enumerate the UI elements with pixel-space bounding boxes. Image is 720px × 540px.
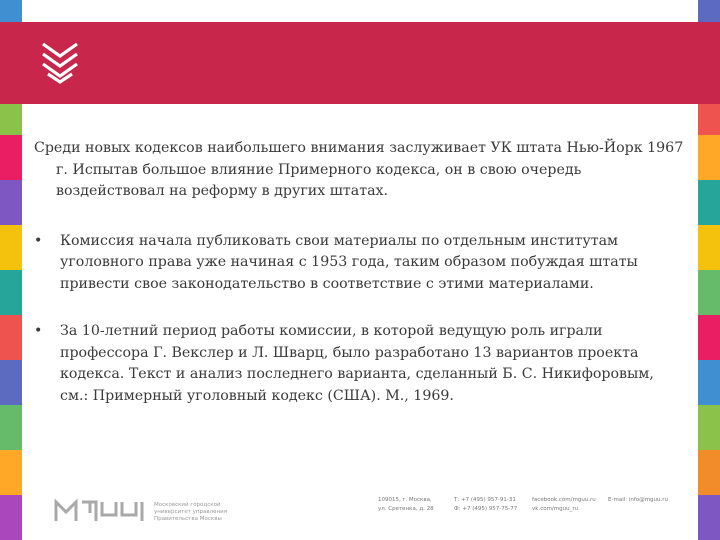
decor-stripe-segment: [0, 270, 22, 315]
bullet-symbol: •: [34, 232, 43, 249]
bullet-item: [34, 231, 684, 296]
chevron-down-icon: [40, 40, 80, 86]
decor-stripe-segment: [0, 360, 22, 405]
footer-phones: Т: +7 (495) 957-91-31 Ф: +7 (495) 957-75-77: [454, 497, 518, 512]
decor-stripe-segment: [0, 405, 22, 450]
decor-stripe-segment: [698, 405, 720, 450]
facebook-link[interactable]: facebook.com/mguu.ru: [532, 497, 596, 503]
bullet-text: Комиссия начала публиковать свои материалы по отдельным институтам уголовного права уже начиная с 1953 года, таким образом побуждая штаты привести свое законодательство в соответствие с этими материалами.: [60, 232, 638, 292]
footer-email: [608, 496, 668, 505]
bullet-symbol: •: [34, 323, 43, 339]
bullet-text: За 10-летний период работы комиссии, в которой ведущую роль играли профессора Г. Векслер и Л. Шварц, было разработано 13 вариантов проекта кодекса. Текст и анализ последнего варианта, сделанный Б. С. Никифоровым, см.: Примерный уголовный кодекс (США). М., 1969.: [60, 323, 654, 404]
decor-stripe-segment: [0, 135, 22, 180]
decor-stripe-segment: [0, 450, 22, 495]
slide-body: [34, 138, 684, 433]
decor-stripe-segment: [698, 180, 720, 225]
decor-stripe-segment: [698, 315, 720, 360]
decor-stripe-segment: [698, 225, 720, 270]
decor-stripe-segment: [0, 225, 22, 270]
bullet-item: [34, 321, 684, 407]
vk-link[interactable]: vk.com/mguu_ru: [532, 506, 579, 512]
email-link[interactable]: E-mail: info@mguu.ru: [608, 497, 668, 503]
header-band: [0, 22, 720, 104]
decor-stripe-segment: [0, 495, 22, 540]
decor-stripe-segment: [698, 360, 720, 405]
footer-address: 109015, г. Москва, ул. Сретенка, д. 28: [378, 497, 434, 512]
mguu-logo: [54, 499, 146, 523]
decor-stripe-segment: [0, 315, 22, 360]
decor-stripe-segment: [698, 495, 720, 540]
decor-stripe-segment: [0, 180, 22, 225]
university-name: Московский городской университет управления Правительства Москвы: [154, 502, 228, 522]
intro-paragraph: Среди новых кодексов наибольшего внимания заслуживает УК штата Нью-Йорк 1967 г. Испытав большое влияние Примерного кодекса, он в свою очередь воздействовал на реформу в других штатах.: [34, 140, 684, 199]
decor-stripe-segment: [698, 135, 720, 180]
footer-social: [532, 496, 596, 514]
decor-stripe-segment: [698, 270, 720, 315]
decor-stripe-segment: [698, 450, 720, 495]
